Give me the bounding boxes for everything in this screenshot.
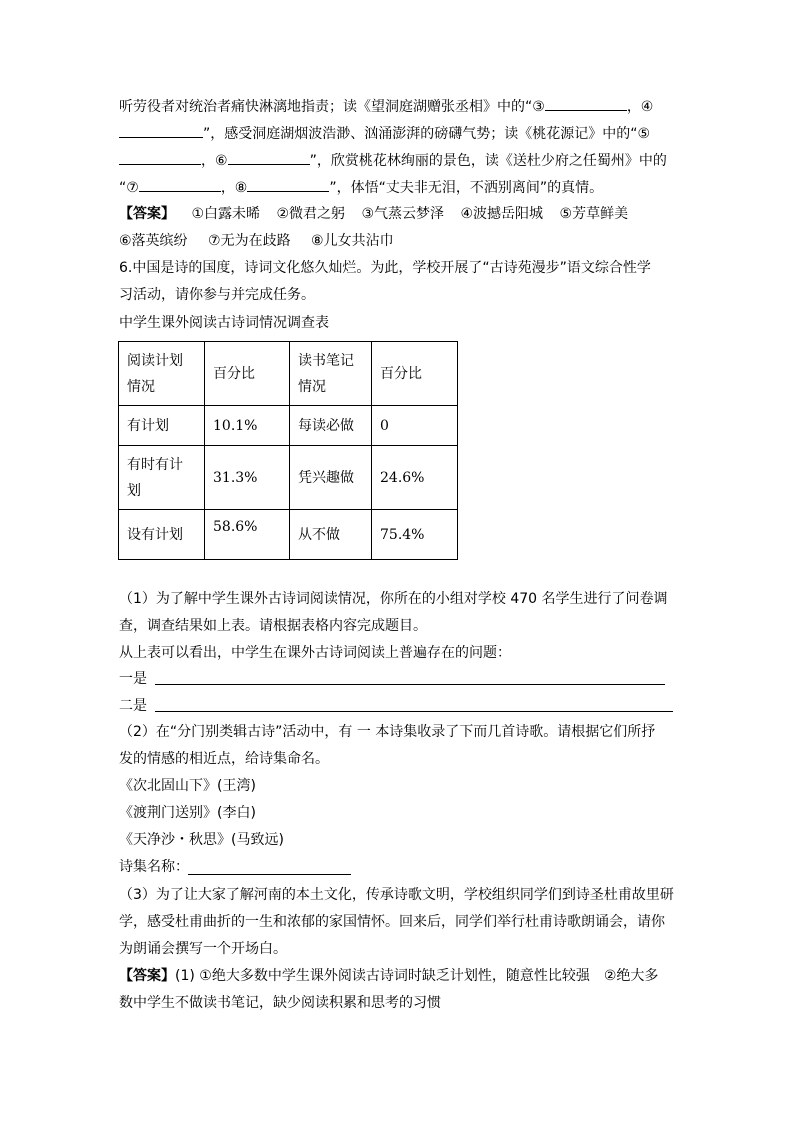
text-line bbox=[119, 96, 653, 116]
text-segment: ”，欣赏桃花林绚丽的景色，读《送杜少府之任蜀州》中的 bbox=[309, 153, 667, 169]
table-header-row bbox=[119, 342, 458, 406]
text-segment: ，⑥ bbox=[201, 153, 228, 169]
answer-item: ③气蒸云梦泽 bbox=[361, 206, 445, 222]
answer-line bbox=[119, 966, 658, 986]
table-row bbox=[119, 510, 458, 560]
poem-item: 《次北固山下》(王湾) bbox=[119, 778, 256, 794]
collection-name-label: 诗集名称： bbox=[119, 859, 189, 875]
answer-item: ②微君之躬 bbox=[276, 206, 346, 222]
text-segment: “⑦ bbox=[119, 180, 139, 196]
answer-item: ⑧儿女共沾巾 bbox=[311, 233, 394, 249]
answer-line: 数中学生不做读书笔记，缺少阅读积累和思考的习惯 bbox=[119, 995, 441, 1011]
answer-blank bbox=[119, 150, 201, 165]
text-segment: ”，体悟“丈夫非无泪，不洒别离间”的真情。 bbox=[329, 180, 604, 196]
table-cell: 每读必做 bbox=[290, 406, 372, 446]
text-segment: 听劳役者对统治者痛快淋漓地指责；读《望洞庭湖赠张丞相》中的“③ bbox=[119, 99, 545, 115]
text-line bbox=[119, 123, 650, 143]
poem-item: 《天净沙・秋思》(马致远) bbox=[119, 832, 284, 848]
survey-table bbox=[118, 341, 458, 560]
answer-item: ⑤芳草鲜美 bbox=[559, 206, 629, 222]
text-line bbox=[119, 150, 667, 170]
table-row bbox=[119, 406, 458, 446]
table-row bbox=[119, 446, 458, 510]
part-1-line: 从上表可以看出，中学生在课外古诗词阅读上普遍存在的问题： bbox=[119, 645, 511, 661]
table-cell: 从不做 bbox=[290, 510, 372, 560]
answer-blank bbox=[247, 177, 329, 192]
table-cell: 10.1% bbox=[205, 406, 290, 446]
part-3-line: 学，感受杜甫曲折的一生和浓郁的家国情怀。回来后，同学们举行杜甫诗歌朗诵会，请你 bbox=[119, 914, 665, 930]
part-1-line: 查，调查结果如上表。请根据表格内容完成题目。 bbox=[119, 618, 427, 634]
answer-text: (1) ①绝大多数中学生课外阅读古诗词时缺乏计划性，随意性比较强 ②绝大多 bbox=[175, 968, 659, 984]
header-cell: 读书笔记情况 bbox=[290, 342, 372, 406]
answer-line-one[interactable] bbox=[155, 683, 665, 685]
table-cell: 58.6% bbox=[205, 510, 290, 560]
text-segment: ”，感受洞庭湖烟波浩渺、汹涌澎湃的磅礴气势；读《桃花源记》中的“⑤ bbox=[203, 126, 651, 142]
question-6-intro: 6.中国是诗的国度，诗词文化悠久灿烂。为此，学校开展了“古诗苑漫步”语文综合性学 bbox=[119, 260, 651, 276]
text-line bbox=[119, 177, 603, 197]
table-cell: 凭兴趣做 bbox=[290, 446, 372, 510]
table-cell: 24.6% bbox=[372, 446, 458, 510]
part-3-line: 为朗诵会撰写一个开场白。 bbox=[119, 941, 287, 957]
answer-blank bbox=[545, 96, 627, 111]
table-title: 中学生课外阅读古诗词情况调查表 bbox=[119, 315, 329, 331]
part-2-line: 发的情感的相近点，给诗集命名。 bbox=[119, 751, 329, 767]
answer-line bbox=[119, 204, 628, 224]
answer-line-two[interactable] bbox=[155, 710, 673, 712]
answer-blank bbox=[139, 177, 221, 192]
answer-blank bbox=[228, 150, 310, 165]
part-2-line: （2）在“分门别类辑古诗”活动中，有 一 本诗集收录了下而几首诗歌。请根据它们所抒 bbox=[119, 724, 656, 740]
answer-item: ④波撼岳阳城 bbox=[460, 206, 544, 222]
part-1-line: （1）为了解中学生课外古诗词阅读情况，你所在的小组对学校 470 名学生进行了问卷调 bbox=[119, 591, 668, 607]
answer-one-label: 一是 bbox=[119, 671, 147, 687]
header-cell: 百分比 bbox=[372, 342, 458, 406]
text-segment: ，④ bbox=[626, 99, 654, 115]
table-cell: 有时有计划 bbox=[119, 446, 205, 510]
answer-blank bbox=[119, 123, 203, 138]
answer-item: ⑥落英缤纷 bbox=[119, 233, 188, 249]
table-cell: 有计划 bbox=[119, 406, 205, 446]
answer-tag: 【答案】 bbox=[119, 206, 175, 222]
table-cell: 0 bbox=[372, 406, 458, 446]
table-cell: 75.4% bbox=[372, 510, 458, 560]
answer-item: ①白露未晞 bbox=[191, 206, 261, 222]
answer-item: ⑦无为在歧路 bbox=[208, 233, 291, 249]
header-cell: 阅读计划情况 bbox=[119, 342, 205, 406]
table-cell: 31.3% bbox=[205, 446, 290, 510]
answer-tag: 【答案】 bbox=[119, 968, 175, 984]
text-segment: ，⑧ bbox=[220, 180, 248, 196]
question-6-intro-cont: 习活动，请你参与并完成任务。 bbox=[119, 287, 315, 303]
header-cell: 百分比 bbox=[205, 342, 290, 406]
part-3-line: （3）为了让大家了解河南的本土文化，传承诗歌文明，学校组织同学们到诗圣杜甫故里研 bbox=[119, 887, 674, 903]
answer-two-label: 二是 bbox=[119, 698, 147, 714]
poem-item: 《渡荆门送别》(李白) bbox=[119, 805, 256, 821]
answer-line bbox=[119, 231, 394, 251]
table-cell: 设有计划 bbox=[119, 510, 205, 560]
collection-name-blank[interactable] bbox=[188, 873, 351, 875]
